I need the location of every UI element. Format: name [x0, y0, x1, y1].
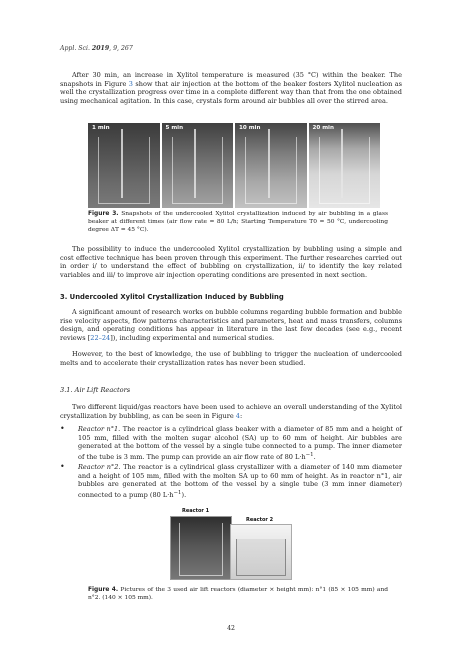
snapshot-time-label: 1 min — [92, 125, 110, 131]
paragraph-5: Two different liquid/gas reactors have been used to achieve an overall understanding of the Xylitol crystallization by bubbling, as can be seen in Figure 4: — [60, 403, 402, 420]
snapshot-10-min — [235, 123, 307, 208]
journal-year: 2019 — [91, 45, 110, 52]
figure-4-ref-link[interactable]: 4 — [235, 411, 240, 420]
snapshot-time-label: 20 min — [312, 125, 334, 131]
reactor-2-photo — [230, 524, 292, 580]
figure-3-image — [88, 123, 380, 208]
journal-header — [60, 45, 133, 52]
paragraph-4: However, to the best of knowledge, the use of bubbling to trigger the nucleation of undercooled melts and to accelerate their crystallization rates has never been studied. — [60, 350, 402, 367]
figure-3-ref-link[interactable]: 3 — [128, 79, 133, 88]
figure-3-caption: Figure 3. Snapshots of the undercooled Xylitol crystallization induced by air bubbling in a glass beaker at different times (air flow rate = 80 L/h; Starting Temperature T0 = 50 °C, undercooling degree ΔT = 45 °C). — [88, 211, 388, 233]
paragraph-1: After 30 min, an increase in Xylitol temperature is measured (35 °C) within the beaker. The snapshots in Figure 3 show that air injection at the bottom of the beaker fosters Xylitol nucleation as well the crystallization progress over time in a complete different way than that from the one obtained using mechanical agitation. In this case, crystals form around air bubbles all over the stirred area. — [60, 71, 403, 105]
figure-4-caption: Figure 4. Pictures of the 3 used air lift reactors (diameter × height mm): n°1 (85 × 105 mm) and n°2. (140 × 105 mm). — [88, 587, 389, 601]
figure-4-image — [170, 508, 290, 578]
journal-name: Appl. Sci. — [60, 45, 90, 52]
bullet-reactor-2: • Reactor n°2. The reactor is a cylindrical glass crystallizer with a diameter of 140 mm diameter and a height of 105 mm, filled with the molten SA up to 60 mm of height. As in reactor n°1, air bubbles are generated at the bottom of the vessel by a single tube (3 mm inner diameter) connected to a pump (80 $L\cdot h^{-1}$). — [60, 462, 402, 499]
section-heading: 3. Undercooled Xylitol Crystallization Induced by Bubbling — [60, 293, 284, 301]
bullet-reactor-1: • Reactor n°1. The reactor is a cylindrical glass beaker with a diameter of 85 mm and a height of 105 mm, filled with the molten sugar alcohol (SA) up to 60 mm of height. Air bubbles are generated at the bottom of the vessel by a single tube connected to a pump. The inner diameter of the tube is 3 mm. The pump can provide an air flow rate of 80 $L\cdot h^{-1}$. — [60, 424, 402, 461]
snapshot-time-label: 10 min — [239, 125, 261, 131]
snapshot-1-min — [88, 123, 160, 208]
snapshot-5-min — [162, 123, 234, 208]
subsection-heading: 3.1. Air Lift Reactors — [60, 386, 131, 394]
snapshot-time-label: 5 min — [165, 125, 184, 131]
snapshot-20-min — [309, 123, 381, 208]
journal-volume-page: , 9, 267 — [109, 45, 133, 52]
references-22-24-link[interactable]: 22–24 — [90, 333, 111, 342]
reactor-1-photo — [170, 516, 232, 580]
paragraph-3: A significant amount of research works on bubble columns regarding bubble formation and bubble rise velocity aspects, flow patterns characteristics and parameters, heat and mass transfers, columns design, and operating conditions has appear in literature in the last few decades (see e.g., recent reviews [22–24]), including experimental and numerical studies. — [60, 308, 402, 342]
reactor-2-label: Reactor 2 — [246, 517, 274, 523]
bullet-icon: • — [60, 462, 65, 471]
paragraph-2: The possibility to induce the undercooled Xylitol crystallization by bubbling using a simple and cost effective technique has been proven through this experiment. The further researches carried out in order i/ to understand the effect of bubbling on crystallization, ii/ to identify the key related variables and iii/ to improve air injection operating conditions are presented in next section. — [60, 245, 402, 279]
reactor-1-label: Reactor 1 — [182, 508, 210, 514]
page-number: 42 — [227, 625, 235, 632]
bullet-icon: • — [60, 424, 65, 433]
